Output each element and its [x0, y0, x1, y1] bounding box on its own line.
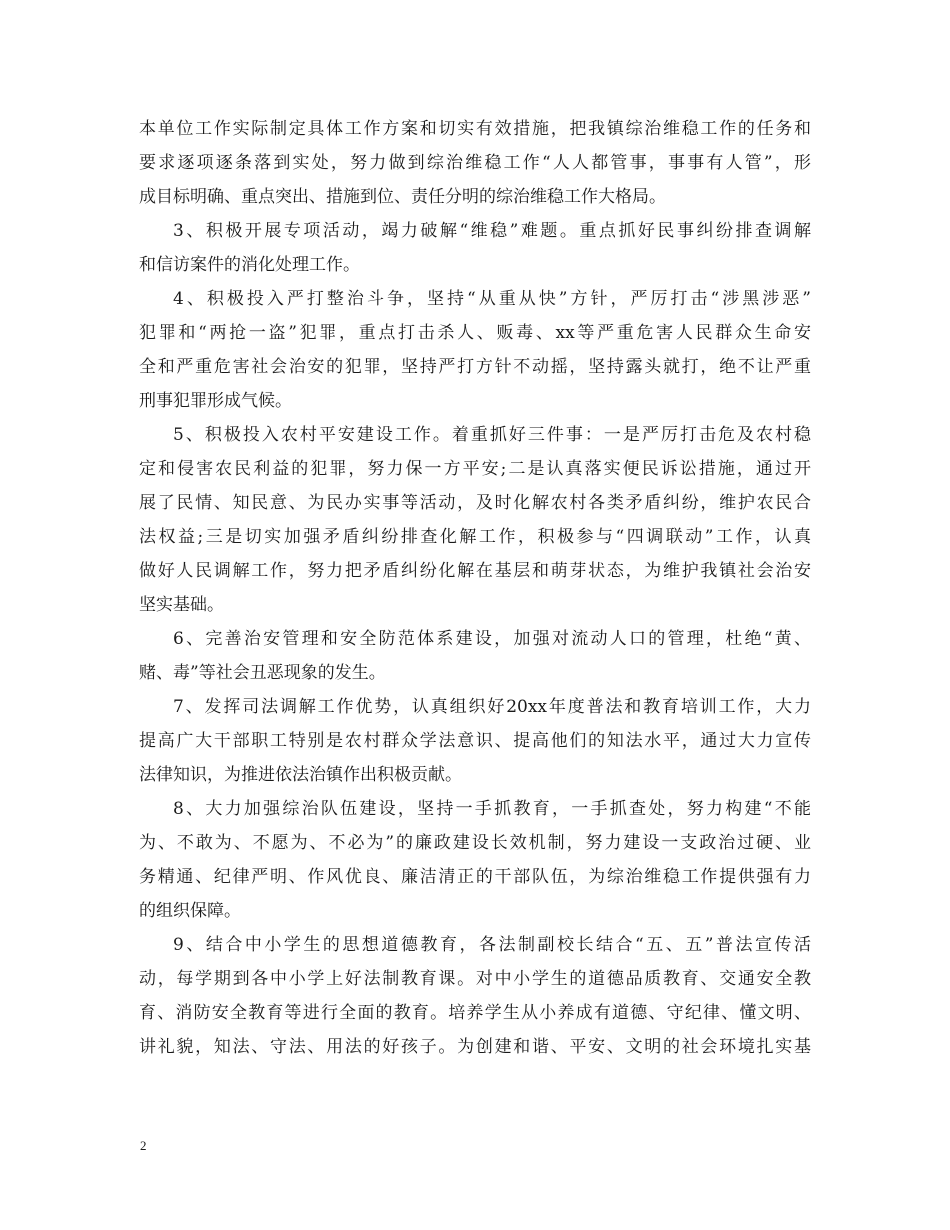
text-line: 4、积极投入严打整治斗争，坚持“从重从快”方针，严厉打击“涉黑涉恶” [173, 289, 811, 309]
text-line: 8、大力加强综治队伍建设，坚持一手抓教育，一手抓查处，努力构建“不能 [173, 799, 811, 819]
text-line: 9、结合中小学生的思想道德教育，各法制副校长结合“五、五”普法宣传活 [173, 935, 811, 955]
text-line: 提高广大干部职工特别是农村群众学法意识、提高他们的知法水平，通过大力宣传 [139, 731, 811, 751]
text-line: 和信访案件的消化处理工作。 [139, 255, 360, 275]
text-line: 务精通、纪律严明、作风优良、廉洁清正的干部队伍，为综治维稳工作提供强有力 [139, 867, 811, 887]
text-line: 5、积极投入农村平安建设工作。着重抓好三件事：一是严厉打击危及农村稳 [173, 425, 811, 445]
page-number: 2 [140, 1138, 147, 1153]
text-line: 刑事犯罪形成气候。 [139, 391, 292, 411]
text-line: 法律知识，为推进依法治镇作出积极贡献。 [139, 765, 462, 785]
text-line: 本单位工作实际制定具体工作方案和切实有效措施，把我镇综治维稳工作的任务和 [139, 119, 811, 139]
text-line: 做好人民调解工作，努力把矛盾纠纷化解在基层和萌芽状态，为维护我镇社会治安 [139, 561, 811, 581]
document-body [139, 112, 811, 1064]
text-line: 讲礼貌，知法、守法、用法的好孩子。为创建和谐、平安、文明的社会环境扎实基 [139, 1037, 811, 1057]
text-line: 动，每学期到各中小学上好法制教育课。对中小学生的道德品质教育、交通安全教 [139, 969, 811, 989]
text-line: 6、完善治安管理和安全防范体系建设，加强对流动人口的管理，杜绝“黄、 [173, 629, 811, 649]
text-line: 3、积极开展专项活动，竭力破解“维稳”难题。重点抓好民事纠纷排查调解 [173, 221, 811, 241]
text-line: 犯罪和“两抢一盗”犯罪，重点打击杀人、贩毒、xx等严重危害人民群众生命安 [139, 323, 811, 343]
text-line: 全和严重危害社会治安的犯罪，坚持严打方针不动摇，坚持露头就打，绝不让严重 [139, 357, 811, 377]
text-line: 展了民情、知民意、为民办实事等活动，及时化解农村各类矛盾纠纷，维护农民合 [139, 493, 811, 513]
text-line: 的组织保障。 [139, 901, 241, 921]
text-line: 坚实基础。 [139, 595, 224, 615]
text-line: 要求逐项逐条落到实处，努力做到综治维稳工作“人人都管事，事事有人管”，形 [139, 153, 811, 173]
text-line: 为、不敢为、不愿为、不必为”的廉政建设长效机制，努力建设一支政治过硬、业 [139, 833, 811, 853]
text-line: 赌、毒”等社会丑恶现象的发生。 [139, 663, 386, 683]
text-line: 法权益;三是切实加强矛盾纠纷排查化解工作，积极参与“四调联动”工作，认真 [139, 527, 811, 547]
text-line: 定和侵害农民利益的犯罪，努力保一方平安;二是认真落实便民诉讼措施，通过开 [139, 459, 811, 479]
text-line: 7、发挥司法调解工作优势，认真组织好20xx年度普法和教育培训工作，大力 [173, 697, 811, 717]
text-line: 育、消防安全教育等进行全面的教育。培养学生从小养成有道德、守纪律、懂文明、 [139, 1003, 811, 1023]
text-line: 成目标明确、重点突出、措施到位、责任分明的综治维稳工作大格局。 [139, 187, 666, 207]
